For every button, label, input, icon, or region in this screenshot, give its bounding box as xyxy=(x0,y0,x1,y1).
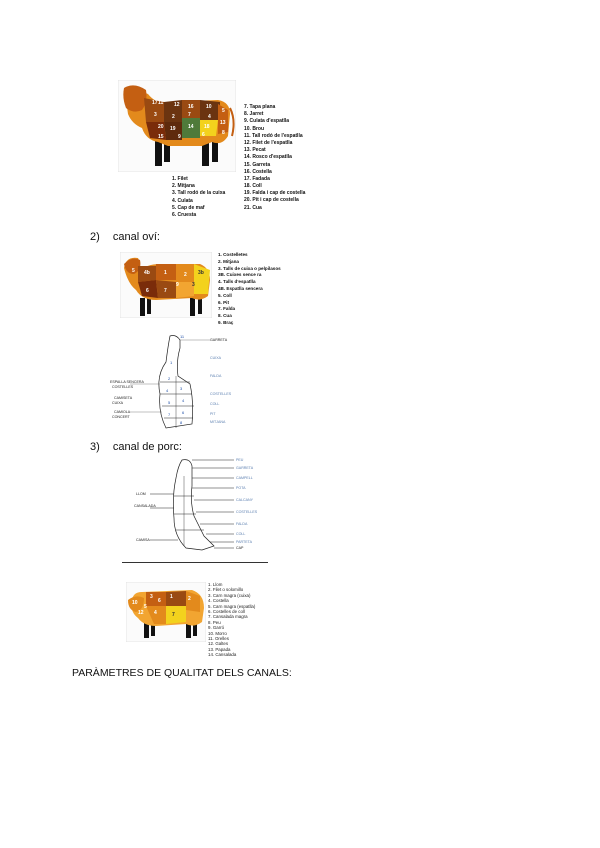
beef-cut-number: 19 xyxy=(170,126,176,132)
list-item: 4B. Espatlla sencera xyxy=(218,285,263,291)
carcass-label: MITJANA xyxy=(210,420,226,424)
carcass-label: CAP xyxy=(236,546,244,550)
list-item: 6. Pit xyxy=(218,299,229,305)
lamb-cut-number: 7 xyxy=(164,288,167,294)
section-heading-pig xyxy=(90,441,182,453)
beef-cut-number: 4 xyxy=(208,114,211,120)
carcass-number: 3 xyxy=(180,386,183,391)
carcass-label: LLOM xyxy=(136,492,146,496)
carcass-label: CAMIOLA xyxy=(114,410,131,414)
beef-cut-number: 20 xyxy=(158,124,164,130)
list-item: 3. Talls de cuixa o pelpilasos xyxy=(218,265,281,271)
carcass-label: COLL xyxy=(210,402,220,406)
carcass-label: COSTELLES xyxy=(236,510,258,514)
list-item: 21. Cua xyxy=(244,204,262,211)
lamb-cut-number: 2 xyxy=(184,272,187,278)
list-item: 3. Tall rodó de la cuixa xyxy=(172,190,226,197)
carcass-label: PARTETA xyxy=(236,540,252,544)
carcass-label: CUIXA xyxy=(210,356,221,360)
pork-cut-number: 6 xyxy=(158,598,161,604)
carcass-label: FALDA xyxy=(236,522,248,526)
section-number: 3) xyxy=(90,441,100,453)
beef-cuts-list-left xyxy=(172,176,225,219)
list-item: 6. Costelles de coll xyxy=(208,608,245,614)
carcass-label: FALDA xyxy=(210,374,222,378)
list-item: 7. Tapa plana xyxy=(244,104,276,110)
quality-parameters-heading: PARÀMETRES DE QUALITAT DELS CANALS: xyxy=(72,667,292,679)
list-item: 2. Filet o solomillo xyxy=(208,587,244,593)
pork-cuts-figure xyxy=(126,582,206,642)
carcass-label: GARRETA xyxy=(210,338,228,342)
beef-cut-number: 18 xyxy=(204,124,210,130)
list-item: 9. Garró xyxy=(208,625,225,631)
beef-cut-number: 7 xyxy=(188,112,191,118)
list-item: 5. Coll xyxy=(218,292,232,298)
carcass-label: CAMISA xyxy=(136,538,150,542)
list-item: 1. Llom xyxy=(208,582,223,587)
list-item: 1. Costelletes xyxy=(218,252,248,257)
list-item: 9. Braç xyxy=(218,319,234,325)
list-item: 14. Cansalada xyxy=(208,652,237,658)
lamb-cuts-list xyxy=(218,252,281,327)
list-item: 9. Culata d'espatlla xyxy=(244,118,290,125)
list-item: 13. Papada xyxy=(208,646,231,652)
beef-cut-number: 8 xyxy=(222,130,225,136)
carcass-label: COSTELLES xyxy=(112,385,134,389)
list-item: 19. Falda i cap de costella xyxy=(244,190,306,197)
carcass-label: CAMPELL xyxy=(236,476,253,480)
list-item: 5. Carn magra (espatlla) xyxy=(208,603,256,609)
list-item: 4. Culata xyxy=(172,197,193,204)
list-item: 2. Mitjana xyxy=(218,258,239,264)
carcass-label: CAMISETA xyxy=(114,396,133,400)
list-item: 10. Brou xyxy=(244,125,265,132)
cow-diagram xyxy=(118,80,236,172)
carcass-label: CALCANY xyxy=(236,498,253,502)
lamb-cut-number: 6 xyxy=(146,288,149,294)
section-title: canal de porc: xyxy=(112,441,182,453)
beef-cut-number: 17 xyxy=(152,100,158,106)
list-item: 2. Mitjana xyxy=(172,183,195,190)
list-item: 12. Galtes xyxy=(208,641,229,647)
list-item: 4. Talls d'espatlla xyxy=(218,279,256,285)
pork-cut-number: 1 xyxy=(170,594,173,600)
section-number: 2) xyxy=(90,231,100,243)
beef-cuts-list-right xyxy=(244,104,305,212)
beef-cut-number: 9 xyxy=(178,134,181,140)
carcass-label: CONCERT xyxy=(112,415,130,419)
beef-cut-number: 13 xyxy=(220,120,226,126)
list-item: 5. Cap de maf xyxy=(172,204,205,211)
list-item: 12. Filet de l'espatlla xyxy=(244,139,293,146)
beef-cut-number: 2 xyxy=(172,114,175,120)
pork-cuts-list xyxy=(208,582,255,657)
lamb-cut-number: 9 xyxy=(176,282,179,288)
beef-cut-number: 5 xyxy=(222,108,225,114)
lamb-cut-number: 5 xyxy=(132,268,135,274)
beef-cut-number: 11 xyxy=(158,100,164,106)
list-item: 15. Garreta xyxy=(244,161,271,168)
lamb-diagram xyxy=(120,252,212,318)
lamb-cuts-figure xyxy=(120,252,212,318)
beef-cut-number: 6 xyxy=(202,132,205,138)
lamb-cut-number: 3 xyxy=(192,282,195,288)
carcass-number: 4 xyxy=(166,388,169,393)
lamb-cut-number: 4b xyxy=(144,270,150,276)
list-item: 20. Pit i cap de costella xyxy=(244,197,299,204)
carcass-label: COLL xyxy=(236,532,246,536)
pork-cut-number: 7 xyxy=(172,612,175,618)
beef-cuts-figure xyxy=(118,80,236,172)
pork-cut-number: 3 xyxy=(150,594,153,600)
beef-cut-number: 12 xyxy=(174,102,180,108)
beef-cut-number: 15 xyxy=(158,134,164,140)
list-item: 18. Coll xyxy=(244,183,262,190)
list-item: 8. Peu xyxy=(208,619,221,625)
pork-cut-number: 4 xyxy=(154,610,157,616)
carcass-label: PEU xyxy=(236,458,244,462)
carcass-label: COSTELLES xyxy=(210,392,232,396)
pork-cut-number: 2 xyxy=(188,596,191,602)
list-item: 14. Rosco d'espatlla xyxy=(244,154,292,161)
list-item: 11. Tall rodó de l'espatlla xyxy=(244,132,303,139)
beef-cut-number: 3 xyxy=(154,112,157,118)
carcass-label: ESPALLA SENCERA xyxy=(110,380,144,384)
list-item: 16. Costella xyxy=(244,168,272,175)
carcass-number: 6 xyxy=(182,410,185,415)
list-item: 8. Cua xyxy=(218,313,232,319)
pig-carcass-figure xyxy=(130,456,280,556)
carcass-number: 2 xyxy=(168,376,171,381)
pork-cut-number: 5 xyxy=(144,604,147,610)
list-item: 6. Cruesta xyxy=(172,211,197,218)
beef-cut-number: 16 xyxy=(188,104,194,110)
carcass-label: POTA xyxy=(236,486,246,490)
list-item: 10. Morro xyxy=(208,630,227,636)
list-item: 7. Falda xyxy=(218,306,236,312)
carcass-label: GARRETA xyxy=(236,466,254,470)
list-item: 4. Costella xyxy=(208,598,229,604)
carcass-number: 8 xyxy=(180,420,183,425)
carcass-label: CUIXA xyxy=(112,401,123,405)
list-item: 17. Fadada xyxy=(244,175,270,182)
carcass-number: 5 xyxy=(168,400,171,405)
carcass-label: PIT xyxy=(210,412,216,416)
beef-cut-number: 14 xyxy=(188,124,194,130)
divider xyxy=(122,562,268,563)
carcass-number: 7 xyxy=(168,412,171,417)
carcass-number: 1 xyxy=(170,360,173,365)
pork-cut-number: 12 xyxy=(138,610,144,616)
section-heading-lamb xyxy=(90,231,160,243)
section-title: canal oví: xyxy=(112,231,160,243)
list-item: 3. Carn magra (cuixa) xyxy=(208,592,251,598)
lamb-cut-number: 3b xyxy=(198,270,204,276)
carcass-number: 4 xyxy=(182,398,185,403)
carcass-number: 11 xyxy=(180,334,185,339)
list-item: 3B. Cuixes sence ra xyxy=(218,272,262,278)
lamb-carcass-figure xyxy=(110,332,280,432)
lamb-cut-number: 1 xyxy=(164,270,167,276)
list-item: 13. Pecat xyxy=(244,147,266,154)
beef-cut-number: 10 xyxy=(206,104,212,110)
list-item: 1. Filet xyxy=(172,176,188,182)
list-item: 7. Cansalada magra xyxy=(208,614,248,620)
pork-cut-number: 10 xyxy=(132,600,138,606)
list-item: 8. Jarret xyxy=(244,111,264,118)
carcass-label: CANSALADA xyxy=(134,504,156,508)
list-item: 11. Orelles xyxy=(208,635,229,641)
